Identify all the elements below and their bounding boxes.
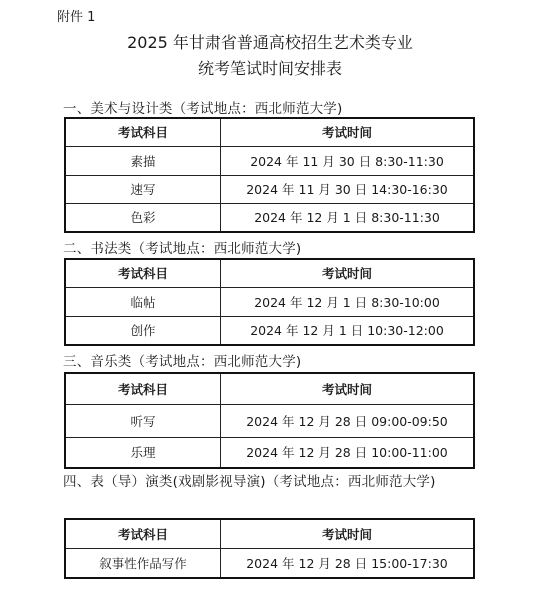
subject-cell: 听写	[65, 404, 221, 437]
table-row	[65, 548, 474, 578]
table-header-row	[65, 519, 474, 548]
subject-cell: 素描	[65, 146, 221, 175]
schedule-table-calligraphy	[64, 258, 475, 346]
column-header-subject: 考试科目	[65, 519, 221, 548]
time-cell: 2024 年 12 月 1 日 8:30-11:30	[221, 203, 475, 232]
table-row	[65, 404, 474, 437]
table-row	[65, 287, 474, 316]
schedule-table-music	[64, 372, 475, 469]
time-cell: 2024 年 12 月 28 日 09:00-09:50	[221, 404, 475, 437]
schedule-table-art-design	[64, 117, 475, 233]
table-row	[65, 203, 474, 232]
time-cell: 2024 年 12 月 28 日 15:00-17:30	[221, 548, 475, 578]
column-header-subject: 考试科目	[65, 259, 221, 287]
subject-cell: 色彩	[65, 203, 221, 232]
subject-cell: 乐理	[65, 437, 221, 468]
table-header-row	[65, 259, 474, 287]
schedule-table-drama-directing	[64, 518, 475, 579]
table-row	[65, 146, 474, 175]
time-cell: 2024 年 12 月 1 日 8:30-10:00	[221, 287, 475, 316]
subject-cell: 速写	[65, 175, 221, 203]
column-header-time: 考试时间	[221, 118, 475, 146]
section-heading-calligraphy: 二、书法类（考试地点：西北师范大学)	[63, 241, 302, 257]
column-header-time: 考试时间	[221, 519, 475, 548]
column-header-time: 考试时间	[221, 373, 475, 404]
subject-cell: 叙事性作品写作	[65, 548, 221, 578]
section-heading-drama-directing: 四、表（导）演类(戏剧影视导演)（考试地点：西北师范大学)	[63, 474, 436, 490]
table-header-row	[65, 373, 474, 404]
section-heading-music: 三、音乐类（考试地点：西北师范大学)	[63, 354, 302, 370]
subject-cell: 临帖	[65, 287, 221, 316]
table-row	[65, 316, 474, 345]
column-header-time: 考试时间	[221, 259, 475, 287]
time-cell: 2024 年 11 月 30 日 14:30-16:30	[221, 175, 475, 203]
column-header-subject: 考试科目	[65, 118, 221, 146]
attachment-label: 附件 1	[57, 10, 96, 25]
table-row	[65, 437, 474, 468]
document-subtitle: 统考笔试时间安排表	[197, 59, 342, 78]
section-heading-art-design: 一、美术与设计类（考试地点：西北师范大学)	[63, 101, 343, 117]
time-cell: 2024 年 11 月 30 日 8:30-11:30	[221, 146, 475, 175]
column-header-subject: 考试科目	[65, 373, 221, 404]
time-cell: 2024 年 12 月 1 日 10:30-12:00	[221, 316, 475, 345]
time-cell: 2024 年 12 月 28 日 10:00-11:00	[221, 437, 475, 468]
table-row	[65, 175, 474, 203]
table-header-row	[65, 118, 474, 146]
document-title: 2025 年甘肃省普通高校招生艺术类专业	[127, 33, 413, 52]
subject-cell: 创作	[65, 316, 221, 345]
